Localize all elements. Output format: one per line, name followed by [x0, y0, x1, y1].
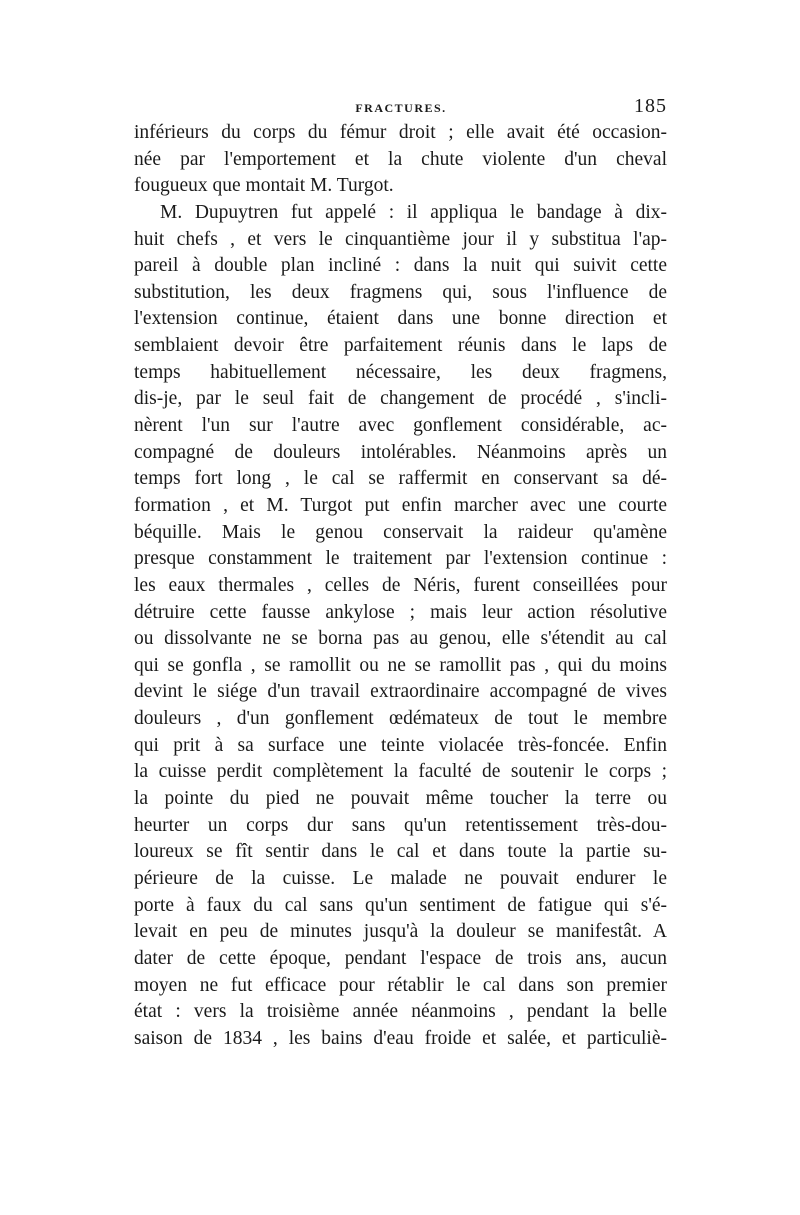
text-line: fougueux que montait M. Turgot.: [134, 175, 394, 197]
text-line: substitution, les deux fragmens qui, sous l'influence de: [134, 281, 667, 303]
running-title: FRACTURES.: [355, 101, 447, 115]
text-line: temps habituellement nécessaire, les deux fragmens,: [134, 361, 667, 383]
page-number: 185: [634, 95, 667, 117]
text-line: temps fort long , le cal se raffermit en conservant sa dé-: [134, 468, 667, 490]
body-text: [134, 120, 667, 1052]
text-line: la pointe du pied ne pouvait même toucher la terre ou: [134, 788, 667, 810]
text-line: loureux se fît sentir dans le cal et dans toute la partie su-: [134, 841, 667, 863]
text-line: née par l'emportement et la chute violente d'un cheval: [134, 148, 667, 170]
text-line: saison de 1834 , les bains d'eau froide et salée, et particuliè-: [134, 1027, 667, 1049]
text-line: compagné de douleurs intolérables. Néanmoins après un: [134, 441, 667, 463]
text-line: béquille. Mais le genou conservait la raideur qu'amène: [134, 521, 667, 543]
text-line: qui prit à sa surface une teinte violacée très-foncée. Enfin: [134, 734, 667, 756]
text-line: levait en peu de minutes jusqu'à la douleur se manifestât. A: [134, 921, 667, 943]
text-line: dis-je, par le seul fait de changement de procédé , s'incli-: [134, 388, 667, 410]
text-line: semblaient devoir être parfaitement réunis dans le laps de: [134, 335, 667, 357]
text-line: douleurs , d'un gonflement œdémateux de tout le membre: [134, 708, 667, 730]
text-line: périeure de la cuisse. Le malade ne pouvait endurer le: [134, 867, 667, 889]
text-line: état : vers la troisième année néanmoins , pendant la belle: [134, 1001, 667, 1023]
text-line: qui se gonfla , se ramollit ou ne se ramollit pas , qui du moins: [134, 654, 667, 676]
text-line: huit chefs , et vers le cinquantième jour il y substitua l'ap-: [134, 228, 667, 250]
text-line: inférieurs du corps du fémur droit ; elle avait été occasion-: [134, 122, 667, 143]
text-line: ou dissolvante ne se borna pas au genou, elle s'étendit au cal: [134, 628, 667, 650]
text-line: devint le siége d'un travail extraordinaire accompagné de vives: [134, 681, 667, 703]
paragraph-first-line: M. Dupuytren fut appelé : il appliqua le bandage à dix-: [160, 201, 667, 223]
text-line: moyen ne fut efficace pour rétablir le cal dans son premier: [134, 974, 667, 996]
running-head: [135, 95, 667, 121]
text-line: formation , et M. Turgot put enfin marcher avec une courte: [134, 494, 667, 516]
text-line: heurter un corps dur sans qu'un retentissement très-dou-: [134, 814, 667, 836]
text-line: les eaux thermales , celles de Néris, furent conseillées pour: [134, 574, 667, 596]
text-line: détruire cette fausse ankylose ; mais leur action résolutive: [134, 601, 667, 623]
text-line: pareil à double plan incliné : dans la nuit qui suivit cette: [134, 255, 667, 277]
text-line: presque constamment le traitement par l'extension continue :: [134, 548, 667, 570]
text-line: porte à faux du cal sans qu'un sentiment de fatigue qui s'é-: [134, 894, 667, 916]
text-line: nèrent l'un sur l'autre avec gonflement considérable, ac-: [134, 415, 667, 437]
text-line: dater de cette époque, pendant l'espace de trois ans, aucun: [134, 947, 667, 969]
text-line: la cuisse perdit complètement la faculté de soutenir le corps ;: [134, 761, 667, 783]
text-line: l'extension continue, étaient dans une bonne direction et: [134, 308, 667, 330]
